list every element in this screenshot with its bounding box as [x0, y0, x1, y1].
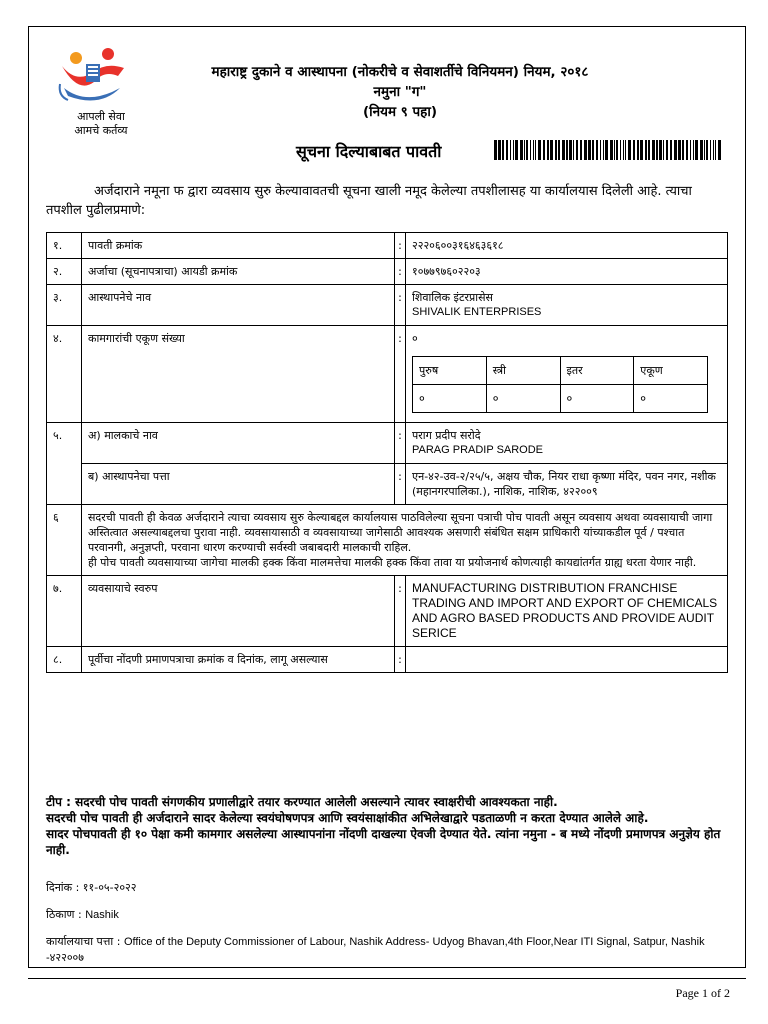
office-address-value: Office of the Deputy Commissioner of Labour, Nashik Address- Udyog Bhavan,4th Floor,Near ITI Signal, Satpur, Nashik -४२२००७ — [46, 936, 705, 964]
colon: : — [395, 233, 406, 259]
receipt-number: २२२०६००३१६४६३६१८ — [406, 233, 728, 259]
establishment-name-en: SHIVALIK ENTERPRISES — [412, 306, 542, 318]
date-label: दिनांक : — [46, 881, 80, 894]
owner-name — [406, 423, 728, 464]
colon: : — [395, 423, 406, 464]
row-label: कामगारांची एकूण संख्या — [82, 326, 395, 423]
establishment-name-mr: शिवालिक इंटरप्रासेस — [412, 291, 493, 304]
total-workers-value: ० — [412, 332, 418, 345]
table-row — [47, 576, 728, 647]
table-row — [47, 285, 728, 326]
row-number: २. — [47, 259, 82, 285]
colon: : — [395, 285, 406, 326]
colon: : — [395, 326, 406, 423]
page-number: Page 1 of 2 — [675, 986, 730, 1000]
receipt-title: सूचना दिल्याबाबत पावती — [296, 142, 442, 161]
row-number: ८. — [47, 647, 82, 673]
intro-paragraph — [46, 182, 726, 220]
header-other: इतर — [560, 357, 634, 385]
office-address-label: कार्यालयाचा पत्ता : — [46, 935, 121, 948]
table-row — [47, 505, 728, 576]
disclaimer-text-1: सदरची पावती ही केवळ अर्जदाराने त्याचा व्यवसाय सुरु केल्याबद्दल कार्यालयास पाठविलेल्या सूचना पत्राची पोच पावती असून व्यवसाय अथवा व्यवसायाची जागा अस्तित्वात असल्याबद्दलचा पुरावा नाही. व्यवसायासाठी व व्यवसायाच्या जागेसाठी आवश्यक असणारी संबंधित सक्षम प्राधिकारी यांच्याकडील पूर्व / पश्चात परवानगी, अनुज्ञप्ती, परवाना धारण करण्याची सर्वस्वी जबाबदारी मालकाची राहिल. — [88, 511, 713, 554]
application-id: १०७७९७६०२२०३ — [406, 259, 728, 285]
disclaimer-text-2: ही पोच पावती व्यवसायाच्या जागेचा मालकी हक्क किंवा मालमत्तेचा मालकी हक्क किंवा तावा या प्रयोजनार्थ कोणत्याही कायद्यांतर्गत ग्राह्य धरता येणार नाही. — [88, 556, 697, 569]
note-line-3: सादर पोचपावती ही १० पेक्षा कमी कामगार असलेल्या आस्थापनांना नोंदणी दाखल्या ऐवजी देण्यात येते. त्यांना नमुना - ब मध्ये नोंदणी प्रमाणपत्र अनुज्ञेय होत नाही. — [46, 827, 721, 857]
place-line — [46, 907, 119, 922]
row-label: व्यवसायाचे स्वरुप — [82, 576, 395, 647]
workers-breakdown-table — [412, 356, 708, 413]
row-label: पावती क्रमांक — [82, 233, 395, 259]
header-female: स्त्री — [486, 357, 560, 385]
row-number: ५. — [47, 423, 82, 505]
row-number: १. — [47, 233, 82, 259]
business-nature: MANUFACTURING DISTRIBUTION FRANCHISE TRADING AND IMPORT AND EXPORT OF CHEMICALS AND AGRO BASED PRODUCTS AND PROVIDE AUDIT SERICE — [406, 576, 728, 647]
colon: : — [395, 647, 406, 673]
header-total: एकूण — [634, 357, 708, 385]
header-male: पुरुष — [413, 357, 487, 385]
establishment-name — [406, 285, 728, 326]
table-row — [47, 423, 728, 464]
logo-caption-line2: आमचे कर्तव्य — [74, 124, 128, 137]
table-row — [47, 464, 728, 505]
colon: : — [395, 576, 406, 647]
row-label: पूर्वीचा नोंदणी प्रमाणपत्राचा क्रमांक व दिनांक, लागू असल्यास — [82, 647, 395, 673]
act-title: महाराष्ट्र दुकाने व आस्थापना (नोकरीचे व सेवाशर्तीचे विनियमन) नियम, २०१८ — [211, 64, 589, 80]
logo-caption — [56, 110, 146, 138]
table-row — [47, 259, 728, 285]
details-table — [46, 232, 728, 673]
owner-name-en: PARAG PRADIP SARODE — [412, 444, 544, 456]
row-number: ७. — [47, 576, 82, 647]
row-label: ब) आस्थापनेचा पत्ता — [82, 464, 395, 505]
row-label: अ) मालकाचे नाव — [82, 423, 395, 464]
table-row — [47, 233, 728, 259]
row-label: अर्जाचा (सूचनापत्राचा) आयडी क्रमांक — [82, 259, 395, 285]
logo-caption-line1: आपली सेवा — [77, 110, 125, 123]
disclaimer — [82, 505, 728, 576]
row-number: ६ — [47, 505, 82, 576]
row-number: ४. — [47, 326, 82, 423]
rule-reference: (नियम ९ पहा) — [363, 104, 437, 120]
table-row — [413, 385, 708, 413]
note-block — [46, 794, 728, 858]
previous-registration — [406, 647, 728, 673]
form-title — [140, 62, 660, 122]
intro-text: अर्जदाराने नमूना फ द्वारा व्यवसाय सुरु केल्यावावतची सूचना खाली नमूद केलेल्या तपशीलासह या कार्यालयास दिलेली आहे. त्याचा तपशील पुढीलप्रमाणे: — [46, 184, 692, 218]
count-total: ० — [634, 385, 708, 413]
table-row — [47, 647, 728, 673]
barcode — [494, 140, 722, 160]
form-name: नमुना "ग" — [373, 84, 427, 100]
place-label: ठिकाण : — [46, 908, 82, 921]
office-address-line — [46, 934, 726, 966]
colon: : — [395, 464, 406, 505]
footer-divider — [28, 978, 746, 979]
date-value: ११-०५-२०२२ — [82, 881, 137, 894]
place-value: Nashik — [85, 909, 119, 921]
note-line-1: टीप : सदरची पोच पावती संगणकीय प्रणालीद्वारे तयार करण्यात आलेली असल्याने त्यावर स्वाक्षरीची आवश्यकता नाही. — [46, 795, 558, 809]
date-line — [46, 880, 137, 895]
row-label: आस्थापनेचे नाव — [82, 285, 395, 326]
owner-name-mr: पराग प्रदीप सरोदे — [412, 429, 481, 442]
note-line-2: सदरची पोच पावती ही अर्जदाराने सादर केलेल्या स्वयंघोषणपत्र आणि स्वयंसाक्षांकीत अभिलेखाद्वारे पडताळणी न करता देण्यात आलेले आहे. — [46, 811, 649, 825]
count-other: ० — [560, 385, 634, 413]
establishment-address: एन-४२-उव-२/२५/५, अक्षय चौक, नियर राधा कृष्णा मंदिर, पवन नगर, नशीक (महानगरपालिका.), नाशिक, नाशिक, ४२२००९ — [406, 464, 728, 505]
row-number: ३. — [47, 285, 82, 326]
count-female: ० — [486, 385, 560, 413]
table-row — [413, 357, 708, 385]
count-male: ० — [413, 385, 487, 413]
colon: : — [395, 259, 406, 285]
total-workers — [406, 326, 728, 423]
table-row — [47, 326, 728, 423]
